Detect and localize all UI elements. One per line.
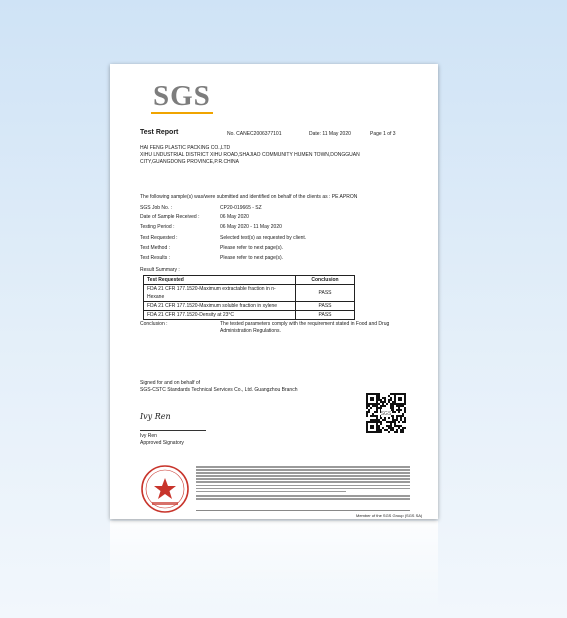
field-value: Please refer to next page(s). xyxy=(220,255,284,261)
signed-line-1: Signed for and on behalf of xyxy=(140,380,201,386)
table-row xyxy=(144,285,355,302)
official-seal xyxy=(140,464,190,514)
column-header: Test Requested xyxy=(144,276,296,285)
footer-divider xyxy=(196,510,410,511)
report-number: No. CANEC2006377101 xyxy=(227,131,282,137)
field-value: 06 May 2020 xyxy=(220,214,249,220)
field-label: Test Requested : xyxy=(140,235,178,241)
conclusion-text-1: The tested parameters comply with the requirement stated in Food and Drug xyxy=(220,321,390,327)
company-address-1: XIHU LNDUSTRIAL DISTRICT XIHU ROAD,SHAJIAO COMMUNITY HUMEN TOWN,DONGGUAN xyxy=(140,152,360,158)
conclusion-label: Conclusion : xyxy=(140,321,168,327)
table-row xyxy=(144,302,355,311)
sgs-logo: SGS xyxy=(153,80,211,112)
table-cell: PASS xyxy=(296,311,355,320)
table-cell: PASS xyxy=(296,302,355,311)
signatory-title: Approved Signatory xyxy=(140,440,184,446)
company-name: HAI FENG PLASTIC PACKING CO.,LTD xyxy=(140,145,231,151)
company-address-2: CITY,GUANGDONG PROVINCE,P.R.CHINA xyxy=(140,159,239,165)
certificate-page xyxy=(110,64,438,519)
field-label: Test Results : xyxy=(140,255,171,261)
field-label: Date of Sample Received : xyxy=(140,214,200,220)
table-cell: FDA 21 CFR 177.1520-Maximum extractable fraction in n-Hexane xyxy=(144,285,296,302)
qr-code xyxy=(366,393,406,433)
signatory-name: Ivy Ren xyxy=(140,433,157,439)
logo-underline xyxy=(151,112,213,114)
conclusion-text-2: Administration Regulations. xyxy=(220,328,281,334)
report-date: Date: 11 May 2020 xyxy=(309,131,351,137)
field-label: Testing Period : xyxy=(140,224,175,230)
report-title: Test Report xyxy=(140,129,179,136)
result-summary-table xyxy=(143,275,355,320)
field-value: Please refer to next page(s). xyxy=(220,245,284,251)
sgs-member-text: Member of the SGS Group (SGS SA) xyxy=(356,513,423,518)
column-header: Conclusion xyxy=(296,276,355,285)
signed-line-2: SGS-CSTC Standards Technical Services Co., Ltd. Guangzhou Branch xyxy=(140,387,298,393)
table-cell: FDA 21 CFR 177.1520-Maximum soluble fraction in xylene xyxy=(144,302,296,311)
legal-disclaimer xyxy=(196,466,410,502)
paper-reflection xyxy=(110,521,438,611)
intro-text: The following sample(s) was/were submitted and identified on behalf of the clients as : PE APRON xyxy=(140,194,358,200)
table-cell: FDA 21 CFR 177.1520-Density at 23°C xyxy=(144,311,296,320)
table-header-row xyxy=(144,276,355,285)
field-value: 06 May 2020 - 11 May 2020 xyxy=(220,224,282,230)
page-number: Page 1 of 3 xyxy=(370,131,396,137)
table-row xyxy=(144,311,355,320)
signature-line xyxy=(140,430,206,431)
field-label: Test Method : xyxy=(140,245,171,251)
summary-label: Result Summary : xyxy=(140,267,180,273)
qr-logo-text: SGS xyxy=(380,411,392,417)
field-label: SGS Job No. : xyxy=(140,205,172,211)
field-value: CP20-019665 - SZ xyxy=(220,205,262,211)
field-value: Selected test(s) as requested by client. xyxy=(220,235,307,241)
handwritten-signature: Ivy Ren xyxy=(140,412,171,421)
table-cell: PASS xyxy=(296,285,355,302)
